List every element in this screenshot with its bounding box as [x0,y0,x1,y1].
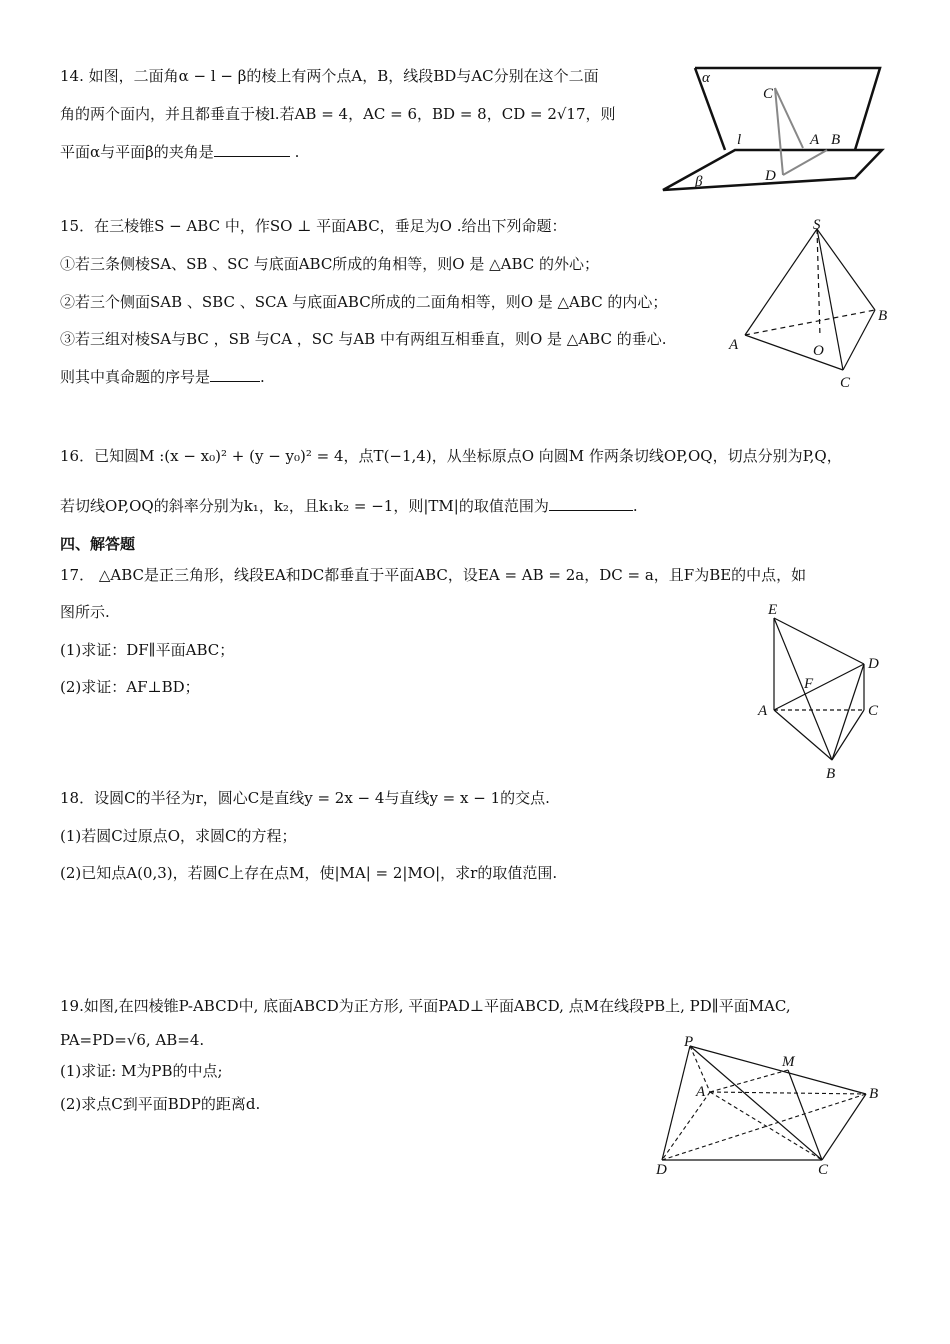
q15-label-S: S [813,217,821,233]
q15-label-B: B [878,308,888,324]
q19-part-2: (2)求点C到平面BDP的距离d. [60,1095,261,1113]
q15-line-1: 15．在三棱锥S − ABC 中，作SO ⊥ 平面ABC，垂足为O .给出下列命题： [60,217,567,235]
q19-label-M: M [782,1054,795,1070]
q14-label-beta: β [695,174,703,190]
q15-label-C: C [840,375,851,391]
q15-tetrahedron-figure [725,215,900,395]
q15-label-O: O [813,343,824,359]
q19-label-D: D [656,1162,667,1178]
q14-dihedral-figure [655,60,890,200]
q15-line-4: ③若三组对棱SA与BC ，SB 与CA ，SC 与AB 中有两组互相垂直，则O 是 △ABC 的垂心. [60,330,667,348]
q17-solid-figure [752,598,892,788]
q17-line-1: 17． △ABC是正三角形，线段EA和DC都垂直于平面ABC，设EA = AB = 2a，DC = a，且F为BE的中点，如 [60,566,807,584]
q14-line-3-end: . [294,143,300,161]
q14-label-alpha: α [702,70,710,86]
q19-pyramid-figure [652,1032,890,1182]
q19-label-B: B [869,1086,879,1102]
q16-line-2-end: . [632,497,638,515]
q17-label-A: A [758,703,768,719]
q15-line-2: ①若三条侧棱SA、SB 、SC 与底面ABC所成的角相等，则O 是 △ABC 的外心； [60,255,600,273]
q17-line-2: 图所示. [60,603,110,621]
q14-label-B: B [831,132,841,148]
q17-label-B: B [826,766,836,782]
q15-line-5 [60,367,265,387]
q17-part-2: (2)求证：AF⊥BD； [60,678,200,696]
q14-line-2: 角的两个面内，并且都垂直于棱l.若AB = 4，AC = 6，BD = 8，CD = 2√17，则 [60,105,616,123]
q17-label-E: E [768,602,778,618]
q16-line-2 [60,496,638,516]
q14-label-D: D [765,168,776,184]
q19-line-2: PA=PD=√6, AB=4. [60,1031,205,1049]
q15-line-3: ②若三个侧面SAB 、SBC 、SCA 与底面ABC所成的二面角相等，则O 是 △ABC 的内心； [60,293,668,311]
q18-part-1: (1)若圆C过原点O，求圆C的方程； [60,827,297,845]
q15-label-A: A [729,337,739,353]
q15-line-5-text: 则其中真命题的序号是 [60,368,211,386]
q17-label-F: F [804,676,814,692]
q19-label-C: C [818,1162,829,1178]
q19-part-1: (1)求证: M为PB的中点; [60,1062,223,1080]
q16-line-1: 16．已知圆M :(x − x₀)² + (y − y₀)² = 4，点T(−1,4)，从坐标原点O 向圆M 作两条切线OP,OQ，切点分别为P,Q， [60,447,842,465]
q14-line-3-text: 平面α与平面β的夹角是 [60,143,214,161]
q18-line-1: 18．设圆C的半径为r，圆心C是直线y = 2x − 4与直线y = x − 1的交点. [60,789,550,807]
q19-label-P: P [684,1034,694,1050]
q14-line-3 [60,142,299,162]
q16-answer-blank [549,496,633,511]
q14-label-C: C [763,86,774,102]
q15-answer-blank [210,367,260,382]
q15-line-5-end: . [260,368,265,386]
q17-label-C: C [868,703,879,719]
q14-label-A: A [810,132,820,148]
q17-part-1: (1)求证：DF∥平面ABC； [60,641,235,659]
section-heading: 四、解答题 [60,535,136,553]
q14-label-l: l [737,132,742,148]
q17-label-D: D [868,656,879,672]
q18-part-2: (2)已知点A(0,3)，若圆C上存在点M，使|MA| = 2|MO|，求r的取值范围. [60,864,558,882]
q19-label-A: A [696,1084,706,1100]
q14-line-1: 14. 如图，二面角α − l − β的棱上有两个点A，B，线段BD与AC分别在这个二面 [60,67,599,85]
q19-line-1: 19.如图,在四棱锥P-ABCD中, 底面ABCD为正方形, 平面PAD⊥平面ABCD, 点M在线段PB上, PD∥平面MAC, [60,997,791,1015]
q14-answer-blank [214,142,290,157]
q16-line-2-text: 若切线OP,OQ的斜率分别为k₁，k₂，且k₁k₂ = −1，则|TM|的取值范围为 [60,497,549,515]
